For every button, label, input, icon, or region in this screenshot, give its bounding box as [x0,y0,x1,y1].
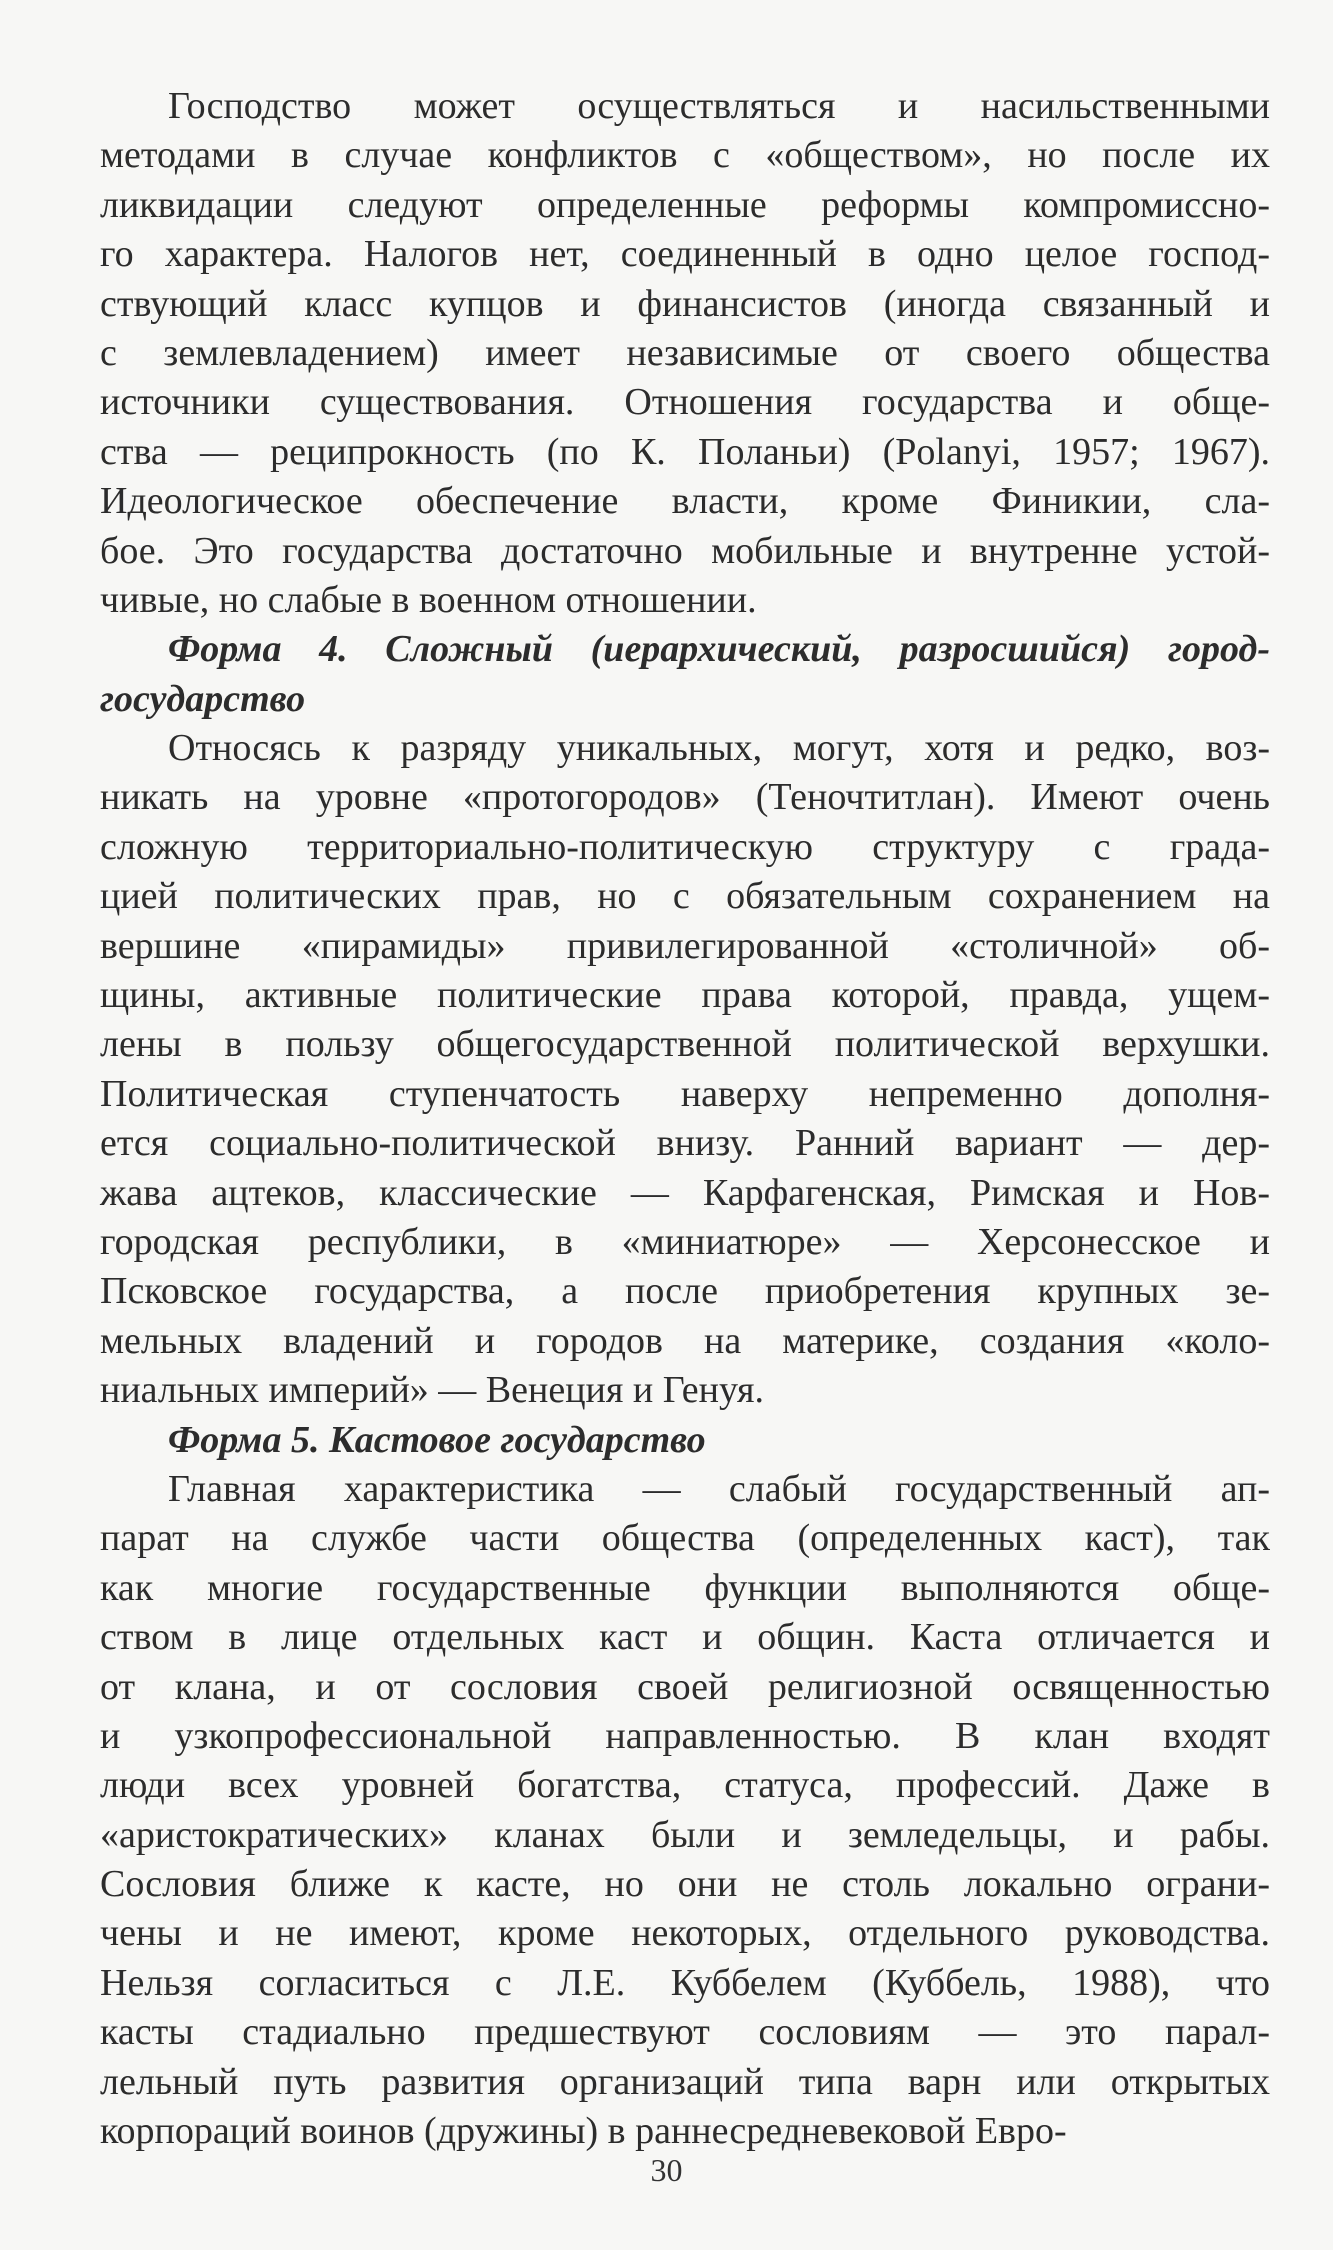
text-line: и узкопрофессиональной направленностью. В клан входят [100,1714,1270,1757]
text-line: сложную территориально-политическую структуру с града- [100,825,1270,868]
text-line: Главная характеристика — слабый государственный ап- [168,1467,1270,1510]
text-line: с землевладением) имеет независимые от своего общества [100,331,1270,374]
paragraph [100,724,1270,1415]
text-line: городская республики, в «миниатюре» — Херсонесское и [100,1220,1270,1263]
text-line: Идеологическое обеспечение власти, кроме Финикии, сла- [100,480,1270,523]
text-line: щины, активные политические права которой, правда, ущем- [100,974,1270,1017]
text-line: от клана, и от сословия своей религиозной освященностью [100,1665,1270,1708]
text-line: Сословия ближе к касте, но они не столь локально ограни- [100,1863,1270,1906]
section-heading [100,1416,1270,1465]
text-line: государство [100,677,306,720]
text-line: чены и не имеют, кроме некоторых, отдельного руководства. [100,1912,1270,1955]
text-line: ликвидации следуют определенные реформы компромиссно- [100,183,1270,226]
text-line: никать на уровне «протогородов» (Теночтитлан). Имеют очень [100,776,1270,819]
text-line: чивые, но слабые в военном отношении. [100,578,757,621]
text-line: Политическая ступенчатость наверху непременно дополня- [100,1072,1270,1115]
text-line: мельных владений и городов на материке, создания «коло- [100,1319,1270,1362]
text-line: Господство может осуществляться и насильственными [168,85,1270,127]
text-line: ниальных империй» — Венеция и Генуя. [100,1369,764,1412]
text-line: касты стадиально предшествуют сословиям — это парал- [100,2011,1270,2054]
text-line: жава ацтеков, классические — Карфагенская, Римская и Нов- [100,1171,1270,1214]
text-line: цией политических прав, но с обязательным сохранением на [100,875,1270,918]
text-line: лены в пользу общегосударственной политической верхушки. [100,1023,1270,1066]
text-line: ством в лице отдельных каст и общин. Каста отличается и [100,1616,1270,1659]
paragraph [100,82,1270,625]
text-line: «аристократических» кланах были и земледельцы, и рабы. [100,1813,1270,1856]
text-line: корпораций воинов (дружины) в раннесредневековой Евро- [100,2110,1067,2153]
page-body [100,82,1270,2156]
text-line: ствующий класс купцов и финансистов (иногда связанный и [100,282,1270,325]
text-line: источники существования. Отношения государства и обще- [100,381,1270,424]
text-line: парат на службе части общества (определенных каст), так [100,1517,1270,1560]
text-line: бое. Это государства достаточно мобильные и внутренне устой- [100,529,1270,572]
text-line: лельный путь развития организаций типа варн или открытых [100,2060,1270,2103]
text-line: Относясь к разряду уникальных, могут, хотя и редко, воз- [168,727,1270,770]
text-line: методами в случае конфликтов с «обществом», но после их [100,134,1270,177]
paragraph [100,1465,1270,2156]
text-line: вершине «пирамиды» привилегированной «столичной» об- [100,924,1270,967]
text-line: Нельзя согласиться с Л.Е. Куббелем (Куббель, 1988), что [100,1961,1270,2004]
text-line: Форма 4. Сложный (иерархический, разросшийся) город- [168,628,1270,671]
text-line: люди всех уровней богатства, статуса, профессий. Даже в [100,1764,1270,1807]
page-number: 30 [650,2152,683,2188]
text-line: как многие государственные функции выполняются обще- [100,1566,1270,1609]
text-line: ется социально-политической внизу. Ранний вариант — дер- [100,1122,1270,1165]
text-line: го характера. Налогов нет, соединенный в одно целое господ- [100,233,1270,276]
section-heading [100,625,1270,724]
text-line: Псковское государства, а после приобретения крупных зе- [100,1270,1270,1313]
text-line: Форма 5. Кастовое государство [168,1418,706,1461]
text-line: ства — реципрокность (по К. Поланьи) (Polanyi, 1957; 1967). [100,430,1270,473]
